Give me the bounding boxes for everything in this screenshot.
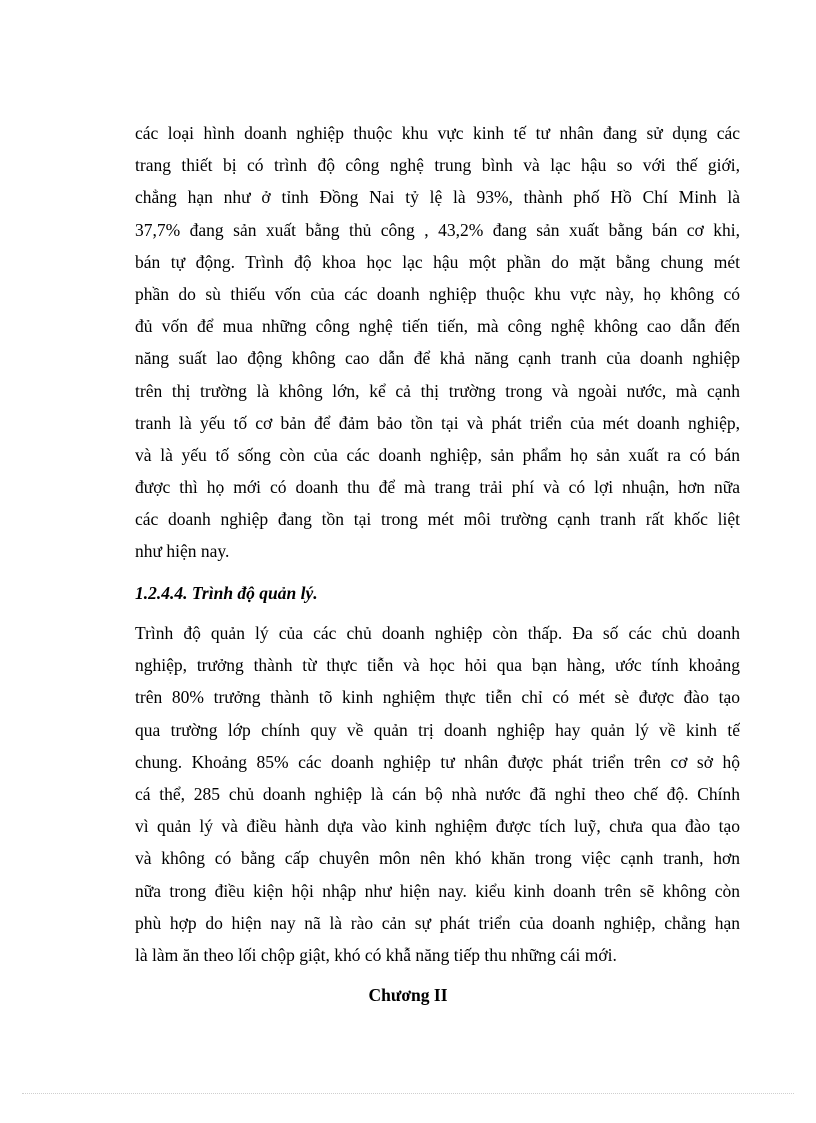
- text-line: được thì họ mới có doanh thu để mà trang trải phí và có lợi nhuận, hơn nữa: [135, 477, 740, 498]
- text-line: nghiệp, trưởng thành từ thực tiễn và học hỏi qua bạn hàng, ước tính khoảng: [135, 655, 740, 676]
- text-line: nữa trong điều kiện hội nhập như hiện nay. kiểu kinh doanh trên sẽ không còn: [135, 880, 740, 901]
- text-line: chẳng hạn như ở tỉnh Đồng Nai tỷ lệ là 93%, thành phố Hồ Chí Minh là: [135, 187, 740, 208]
- text-line: là làm ăn theo lối chộp giật, khó có khẫ năng tiếp thu những cái mới.: [135, 944, 617, 965]
- text-line: các doanh nghiệp đang tồn tại trong mét môi trường cạnh tranh rất khốc liệt: [135, 509, 740, 530]
- paragraph-private-sector-technology: [135, 117, 740, 568]
- text-line: phần do sù thiếu vốn của các doanh nghiệp thuộc khu vực này, họ không có: [135, 283, 740, 304]
- text-line: cá thể, 285 chủ doanh nghiệp là cán bộ nhà nước đã nghỉ theo chế độ. Chính: [135, 783, 740, 804]
- paragraph-management-level: [135, 617, 740, 971]
- page-bottom-border: [22, 1093, 794, 1094]
- text-line: đủ vốn để mua những công nghệ tiến tiến, mà công nghệ không cao dẫn đến: [135, 316, 740, 337]
- text-line: như hiện nay.: [135, 541, 230, 562]
- text-line: các loại hình doanh nghiệp thuộc khu vực kinh tế tư nhân đang sử dụng các: [135, 123, 740, 143]
- chapter-title: Chương II: [368, 985, 448, 1005]
- text-line: tranh là yếu tố cơ bản để đảm bảo tồn tại và phát triển của mét doanh nghiệp,: [135, 412, 740, 433]
- text-line: bán tự động. Trình độ khoa học lạc hậu một phần do mặt bằng chung mét: [135, 251, 740, 272]
- text-line: và không có bằng cấp chuyên môn nên khó khăn trong việc cạnh tranh, hơn: [135, 848, 740, 869]
- text-line: phù hợp do hiện nay nã là rào cản sự phát triển của doanh nghiệp, chẳng hạn: [135, 912, 740, 933]
- text-line: vì quản lý và điều hành dựa vào kinh nghiệm được tích luỹ, chưa qua đào tạo: [135, 816, 740, 837]
- text-line: Trình độ quản lý của các chủ doanh nghiệp còn thấp. Đa số các chủ doanh: [135, 623, 740, 643]
- text-line: và là yếu tố sống còn của các doanh nghiệp, sản phẩm họ sản xuất ra có bán: [135, 444, 740, 465]
- text-line: qua trường lớp chính quy về quản trị doanh nghiệp hay quản lý về kinh tế: [135, 719, 740, 740]
- text-line: chung. Khoảng 85% các doanh nghiệp tư nhân được phát triển trên cơ sở hộ: [135, 751, 740, 772]
- text-line: trang thiết bị có trình độ công nghệ trung bình và lạc hậu so với thế giới,: [135, 155, 740, 176]
- text-line: 37,7% đang sản xuất bằng thủ công , 43,2% đang sản xuất bằng bán cơ khi,: [135, 219, 740, 240]
- text-line: trên thị trường là không lớn, kể cả thị trường trong và ngoài nước, mà cạnh: [135, 380, 740, 401]
- text-line: trên 80% trưởng thành tõ kinh nghiệm thực tiễn chỉ có mét sè được đào tạo: [135, 687, 740, 708]
- text-line: năng suất lao động không cao dẫn để khả năng cạnh tranh của doanh nghiệp: [135, 348, 740, 369]
- section-heading: 1.2.4.4. Trình độ quản lý.: [135, 583, 318, 603]
